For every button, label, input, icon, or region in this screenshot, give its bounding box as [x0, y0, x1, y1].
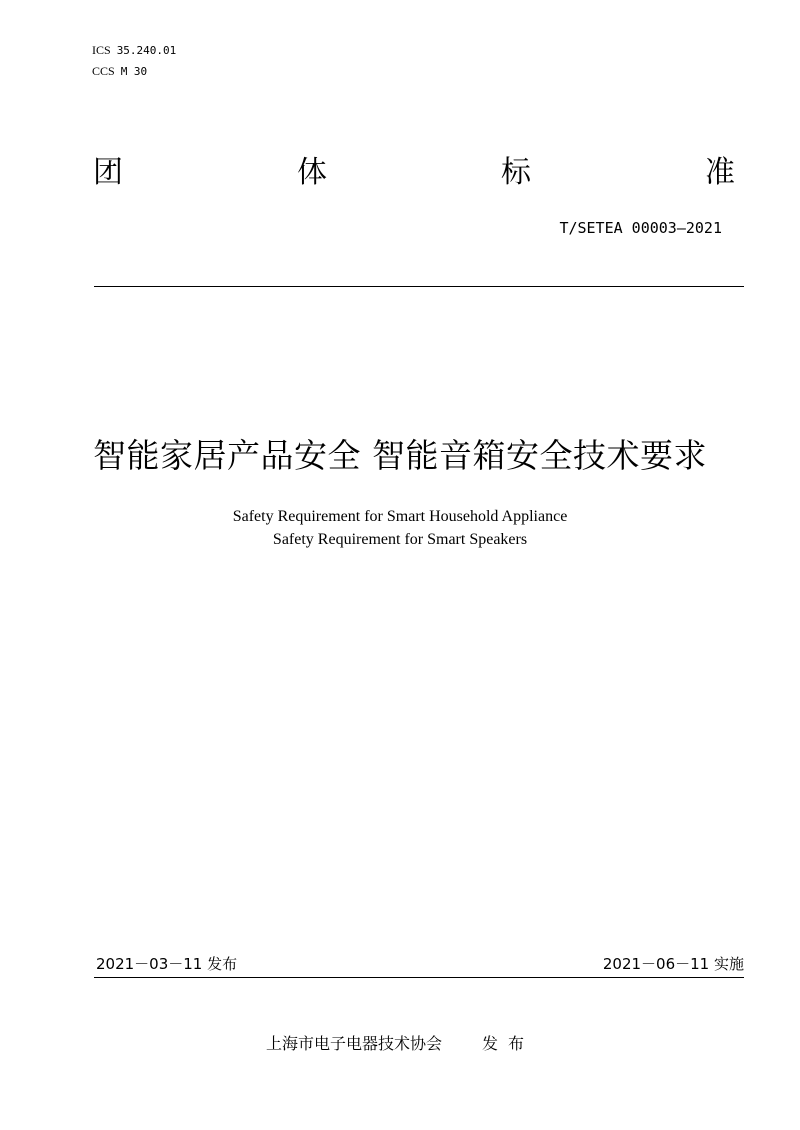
ics-value: 35.240.01: [116, 44, 177, 57]
implementation-date: 2021－06－11 实施: [602, 955, 744, 973]
standard-type-char: 标: [501, 155, 531, 190]
standard-type-char: 准: [705, 155, 735, 190]
document-title-chinese: 智能家居产品安全 智能音箱安全技术要求: [93, 436, 707, 475]
publisher-line: [0, 1033, 800, 1055]
issue-date: 2021－03－11 发布: [96, 955, 238, 973]
standard-number: T/SETEA 00003—2021: [559, 219, 722, 237]
ics-label: ICS: [92, 43, 111, 57]
document-title-english-line2: Safety Requirement for Smart Speakers: [272, 531, 528, 548]
publisher-name: 上海市电子电器技术协会: [265, 1034, 442, 1053]
bottom-divider: [94, 977, 744, 978]
ics-code: [92, 40, 176, 61]
standard-type-char: 团: [93, 155, 123, 190]
classification-codes: [92, 40, 176, 82]
publisher-action: 发布: [482, 1034, 535, 1053]
document-title-english-line1: Safety Requirement for Smart Household Appliance: [232, 508, 568, 525]
ccs-label: CCS: [92, 64, 115, 78]
ccs-value: M 30: [120, 65, 148, 78]
standard-type-heading: [90, 153, 738, 193]
standard-type-char: 体: [297, 155, 327, 190]
top-divider: [94, 286, 744, 287]
ccs-code: [92, 61, 176, 82]
